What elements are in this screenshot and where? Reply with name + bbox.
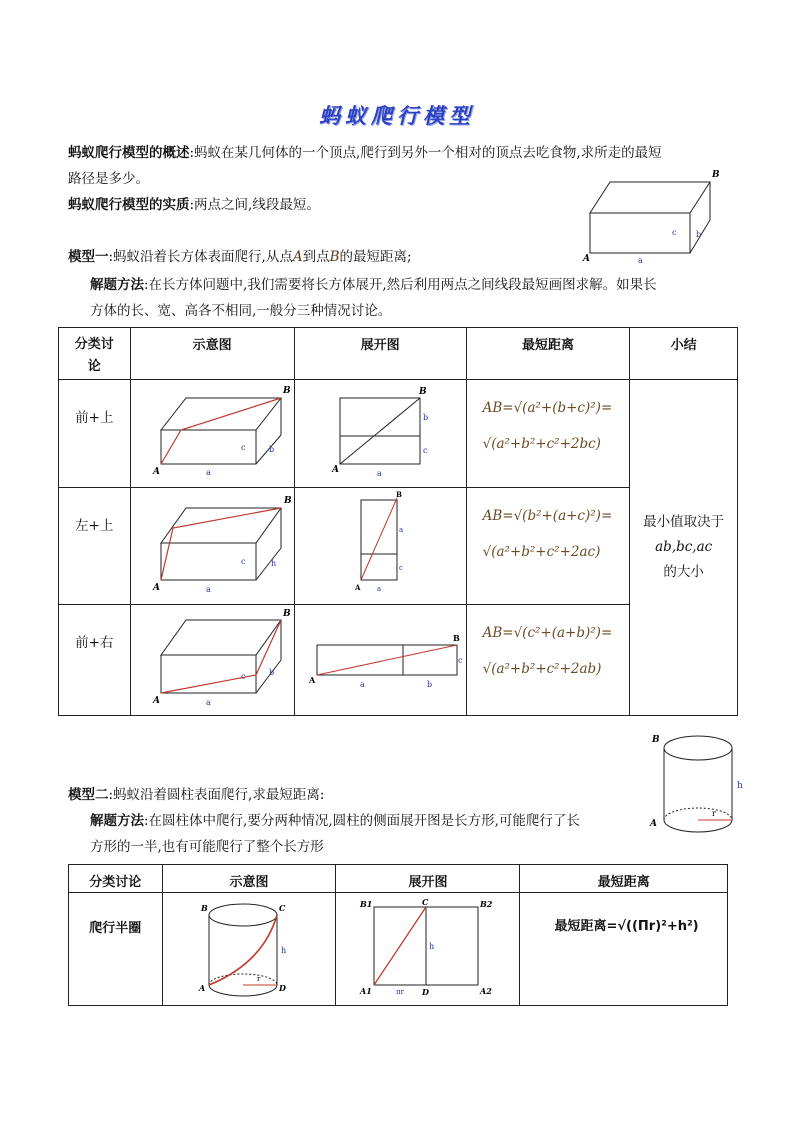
label-a-point: A xyxy=(583,254,590,264)
label-c-edge: c xyxy=(672,228,677,237)
svg-text:a: a xyxy=(376,585,381,593)
row1-formula-1: AB=√(a²+(b+c)²)= xyxy=(482,400,613,416)
summary-line-3: 的大小 xyxy=(663,564,704,580)
row1-unfold xyxy=(294,380,466,488)
svg-text:B: B xyxy=(282,609,291,619)
row1-category: 前+上 xyxy=(59,380,131,488)
label-b-point: B xyxy=(712,170,720,180)
model1-table xyxy=(58,327,738,716)
svg-text:B: B xyxy=(452,633,460,643)
label-a-edge: a xyxy=(638,256,643,265)
essence-text: :两点之间,线段最短。 xyxy=(189,197,320,213)
m2-header-unfold: 展开图 xyxy=(336,865,520,893)
svg-text:A: A xyxy=(308,675,315,685)
m2-header-diagram: 示意图 xyxy=(162,865,336,893)
svg-text:A: A xyxy=(152,583,160,593)
row2-formula-1: AB=√(b²+(a+c)²)= xyxy=(482,508,613,524)
svg-text:b: b xyxy=(268,445,274,454)
svg-text:c: c xyxy=(457,656,463,665)
model1-method xyxy=(90,272,740,324)
svg-text:A: A xyxy=(152,467,160,477)
svg-text:a: a xyxy=(398,526,403,534)
m2-header-distance: 最短距离 xyxy=(520,865,728,893)
row3-formula-1: AB=√(c²+(a+b)²)= xyxy=(482,625,613,641)
row3-net xyxy=(295,605,465,711)
model1-text-post: 的最短距离; xyxy=(339,249,412,265)
model2-table xyxy=(68,864,728,1006)
header-category: 分类讨 论 xyxy=(59,328,131,380)
svg-text:r: r xyxy=(712,809,716,818)
svg-text:c: c xyxy=(398,564,403,572)
svg-text:A: A xyxy=(331,465,339,475)
row3-category: 前+右 xyxy=(59,605,131,716)
svg-text:D: D xyxy=(278,983,286,993)
svg-text:B: B xyxy=(282,386,291,396)
model1-method-text-1: :在长方体问题中,我们需要将长方体展开,然后利用两点之间线段最短画图求解。如果长 xyxy=(144,277,657,293)
svg-text:C: C xyxy=(422,897,429,907)
intro-cuboid-figure xyxy=(580,165,730,265)
svg-text:h: h xyxy=(270,559,276,568)
svg-text:h: h xyxy=(280,946,286,955)
model1-point-a: A xyxy=(292,249,303,265)
essence-label: 蚂蚁爬行模型的实质 xyxy=(68,197,190,213)
svg-text:B: B xyxy=(418,387,427,397)
model1-text-mid: 到点 xyxy=(302,249,330,265)
row2-unfold xyxy=(294,488,466,605)
row1-distance xyxy=(466,380,630,488)
svg-text:A: A xyxy=(198,983,205,993)
svg-text:c: c xyxy=(240,672,246,681)
row2-net xyxy=(295,488,465,600)
overview-text-2: 路径是多少。 xyxy=(68,171,149,187)
summary-line-2: ab,bc,ac xyxy=(655,539,713,555)
row2-diagram xyxy=(130,488,294,605)
svg-text:A: A xyxy=(152,696,160,706)
m2-cylinder xyxy=(163,893,335,1001)
model2-method-text-2: 方形的一半,也有可能爬行了整个长方形 xyxy=(90,839,324,855)
header-summary: 小结 xyxy=(630,328,738,380)
row2-category: 左+上 xyxy=(59,488,131,605)
model2-method-label: 解题方法 xyxy=(90,813,144,829)
summary-line-1: 最小值取决于 xyxy=(643,514,725,530)
m2-row-diagram xyxy=(162,893,336,1006)
m2-net xyxy=(336,893,518,1001)
row3-diagram xyxy=(130,605,294,716)
row3-formula-2: √(a²+b²+c²+2ab) xyxy=(482,661,602,677)
svg-text:B: B xyxy=(283,496,292,506)
svg-text:D: D xyxy=(422,987,430,997)
svg-text:r: r xyxy=(256,975,260,983)
model2-method xyxy=(90,808,655,860)
header-distance: 最短距离 xyxy=(466,328,630,380)
svg-text:c: c xyxy=(422,446,428,455)
intro-cylinder-figure xyxy=(648,728,752,836)
svg-text:a: a xyxy=(205,468,211,477)
svg-text:h: h xyxy=(737,781,743,791)
m2-row-category: 爬行半圈 xyxy=(69,893,163,1006)
model1-label: 模型一 xyxy=(68,249,109,265)
model2-method-text-1: :在圆柱体中爬行,要分两种情况,圆柱的侧面展开图是长方形,可能爬行了长 xyxy=(144,813,580,829)
page-title: 蚂蚁爬行模型 xyxy=(319,103,475,128)
essence-paragraph xyxy=(68,192,320,218)
m2-row-distance xyxy=(520,893,728,1006)
row2-distance xyxy=(466,488,630,605)
svg-text:C: C xyxy=(278,903,285,913)
svg-text:b: b xyxy=(422,413,428,422)
model1-method-label: 解题方法 xyxy=(90,277,144,293)
model2-label: 模型二 xyxy=(68,787,109,803)
row1-diagram xyxy=(130,380,294,488)
m2-header-category: 分类讨论 xyxy=(69,865,163,893)
header-diagram: 示意图 xyxy=(130,328,294,380)
model1-point-b: B xyxy=(329,249,340,265)
model1-paragraph xyxy=(68,244,412,270)
row3-distance xyxy=(466,605,630,716)
svg-text:b: b xyxy=(268,668,274,677)
label-b-edge: b xyxy=(696,230,702,239)
svg-text:πr: πr xyxy=(396,988,405,996)
svg-text:B: B xyxy=(200,903,208,913)
svg-text:a: a xyxy=(205,698,211,707)
model2-text: :蚂蚁沿着圆柱表面爬行,求最短距离: xyxy=(108,787,325,803)
svg-text:c: c xyxy=(240,557,246,566)
overview-text-1: :蚂蚁在某几何体的一个顶点,爬行到另外一个相对的顶点去吃食物,求所走的最短 xyxy=(189,145,662,161)
svg-text:h: h xyxy=(429,942,435,951)
m2-row-unfold xyxy=(336,893,520,1006)
model1-text-pre: :蚂蚁沿着长方体表面爬行,从点 xyxy=(108,249,293,265)
model2-paragraph xyxy=(68,782,324,808)
row2-formula-2: √(a²+b²+c²+2ac) xyxy=(482,544,601,560)
row1-cuboid xyxy=(131,380,293,483)
svg-text:A: A xyxy=(650,819,657,829)
svg-text:c: c xyxy=(240,443,246,452)
row1-formula-2: √(a²+b²+c²+2bc) xyxy=(482,436,601,452)
svg-text:a: a xyxy=(359,680,365,689)
m2-formula: 最短距离=√((Πr)²+h²) xyxy=(554,919,699,934)
svg-text:B1: B1 xyxy=(360,899,373,909)
svg-text:a: a xyxy=(376,469,382,478)
svg-text:B: B xyxy=(395,490,402,499)
svg-text:B: B xyxy=(652,735,660,745)
row3-cuboid xyxy=(131,605,293,711)
model1-method-text-2: 方体的长、宽、高各不相同,一般分三种情况讨论。 xyxy=(90,303,392,319)
overview-label: 蚂蚁爬行模型的概述 xyxy=(68,145,190,161)
row3-unfold xyxy=(294,605,466,716)
svg-text:A1: A1 xyxy=(360,986,373,996)
svg-text:a: a xyxy=(205,585,211,594)
svg-text:A2: A2 xyxy=(480,986,493,996)
row1-net xyxy=(295,380,465,483)
header-unfold: 展开图 xyxy=(294,328,466,380)
svg-text:B2: B2 xyxy=(480,899,493,909)
row2-cuboid xyxy=(131,488,293,600)
svg-text:b: b xyxy=(426,680,432,689)
svg-text:A: A xyxy=(354,583,361,592)
summary-cell xyxy=(630,380,738,716)
